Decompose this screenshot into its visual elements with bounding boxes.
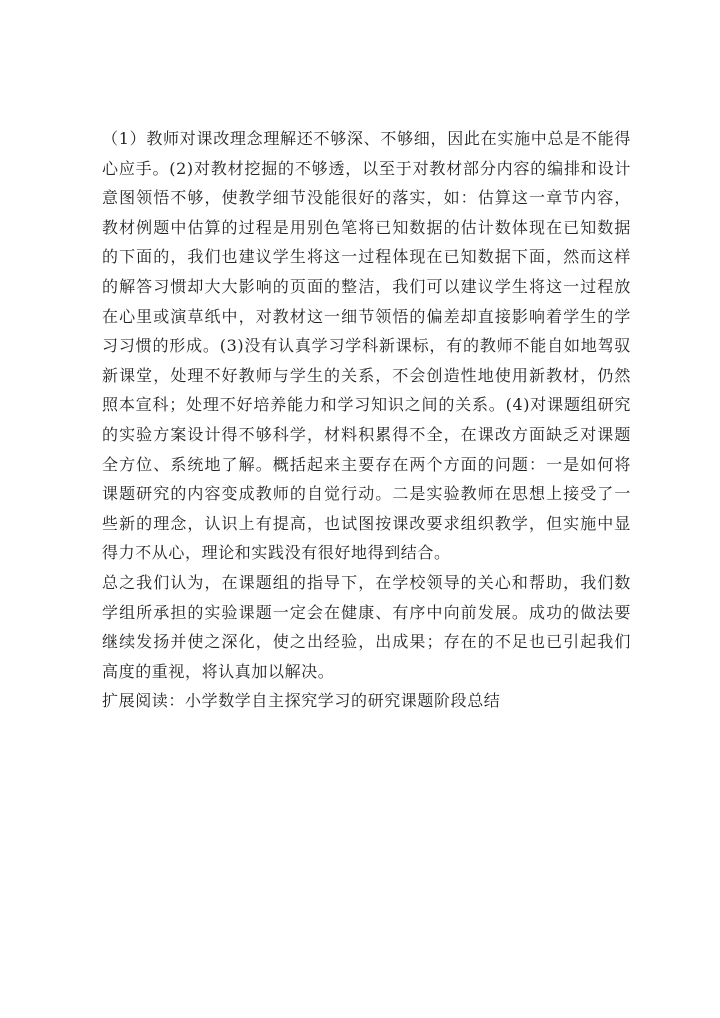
paragraph-problems: （1）教师对课改理念理解还不够深、不够细，因此在实施中总是不能得心应手。(2)对教材挖掘的不够透，以至于对教材部分内容的编排和设计意图领悟不够，使教学细节没能很好的落实，如：估算这一章节内容，教材例题中估算的过程是用别色笔将已知数据的估计数体现在已知数据的下面的，我们也建议学生将这一过程体现在已知数据下面，然而这样的解答习惯却大大影响的页面的整洁，我们可以建议学生将这一过程放在心里或演草纸中，对教材这一细节领悟的偏差却直接影响着学生的学习习惯的形成。(3)没有认真学习学科新课标，有的教师不能自如地驾驭新课堂，处理不好教师与学生的关系，不会创造性地使用新教材，仍然照本宣科；处理不好培养能力和学习知识之间的关系。(4)对课题组研究的实验方案设计得不够科学，材料积累得不全，在课改方面缺乏对课题全方位、系统地了解。概括起来主要存在两个方面的问题：一是如何将课题研究的内容变成教师的自觉行动。二是实验教师在思想上接受了一些新的理念，认识上有提高，也试图按课改要求组织教学，但实施中显得力不从心，理论和实践没有很好地得到结合。 — [102, 129, 631, 563]
paragraph-conclusion: 总之我们认为，在课题组的指导下，在学校领导的关心和帮助，我们数学组所承担的实验课题一定会在健康、有序中向前发展。成功的做法要继续发扬并使之深化，使之出经验，出成果；存在的不足也已引起我们高度的重视，将认真加以解决。 — [102, 572, 631, 681]
paragraph-extended-reading: 扩展阅读：小学数学自主探究学习的研究课题阶段总结 — [102, 691, 501, 711]
document-body — [102, 124, 631, 716]
